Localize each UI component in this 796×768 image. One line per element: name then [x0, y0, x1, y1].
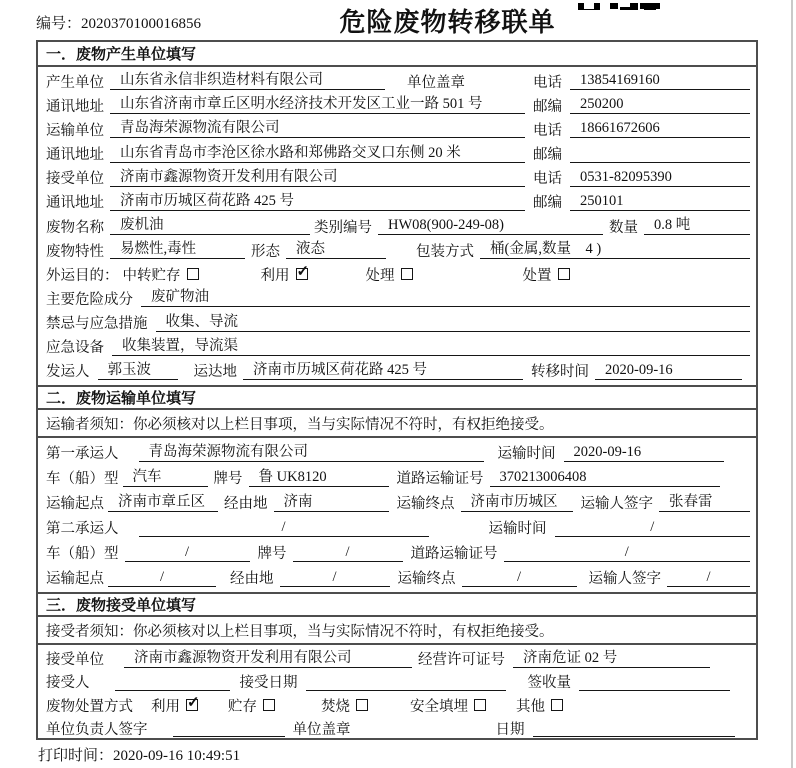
section-1-rows: [38, 67, 756, 385]
disposal-burn-label: 焚烧: [321, 698, 350, 715]
disposal-utilize-checkbox[interactable]: [186, 699, 198, 711]
waste-name-row: [38, 214, 756, 238]
first-route-via-value-underline: [274, 494, 389, 512]
destination-value: 济南市历城区荷花路 425 号: [253, 361, 427, 378]
purpose-dispose-checkbox[interactable]: [558, 268, 570, 280]
destination-value-underline: [243, 362, 523, 380]
disposal-method-row: [38, 694, 756, 717]
receive-person-row: [38, 670, 756, 693]
consignor-row: [38, 359, 756, 383]
first-route-row: [38, 490, 756, 515]
first-carrier-row: [38, 440, 756, 465]
second-transport-date-value-underline: [555, 519, 751, 537]
second-vehicle-row: [38, 540, 756, 565]
second-transporter-signature-value: /: [706, 568, 711, 585]
second-carrier-value: /: [281, 518, 286, 535]
first-road-permit-value-underline: [490, 469, 721, 487]
second-route-row: [38, 565, 756, 590]
receive-unit-row-label-0: 接受单位: [46, 652, 104, 669]
receiver-phone-value-underline: [570, 169, 750, 187]
purpose-treat-label: 处理: [365, 267, 395, 284]
second-vehicle-type-value: /: [184, 543, 190, 560]
second-road-permit-value: /: [624, 543, 629, 560]
page-edge-line: [791, 0, 793, 768]
second-route-row-label-0: 运输起点: [46, 571, 104, 587]
transporter-notice: 运输者须知：你必须核对以上栏目事项，当与实际情况不符时，有权拒绝接受。: [38, 410, 756, 438]
second-vehicle-row-label-4: 道路运输证号: [410, 546, 498, 562]
receive-unit-row: [38, 647, 756, 670]
first-route-via-value: 济南: [283, 493, 313, 510]
waste-category-code-value-underline: [378, 217, 603, 235]
first-route-row-label-0: 运输起点: [46, 496, 104, 512]
receiver-unit-seal-label: 单位盖章: [292, 721, 351, 738]
second-carrier-value-underline: [139, 519, 429, 537]
receiver-phone-value: 0531-82095390: [580, 168, 672, 185]
transport-address-value: 山东省青岛市李沧区徐水路和郑佛路交叉口东侧 20 米: [120, 144, 461, 161]
section-2-rows: [38, 438, 756, 592]
receive-unit-row-label-2: 经营许可证号: [418, 652, 505, 669]
transfer-date-value: 2020-09-16: [605, 361, 673, 378]
emergency-equipment-value-underline: [112, 338, 750, 356]
producer-phone-value: 13854169160: [580, 72, 660, 89]
license-number-value-underline: [513, 650, 710, 668]
waste-name-value: 废机油: [120, 217, 164, 234]
second-route-origin-value-underline: [108, 569, 216, 587]
disposal-utilize-label: 利用: [151, 698, 180, 715]
second-plate-number-value: /: [345, 543, 350, 560]
producer-phone-value-underline: [570, 72, 750, 90]
receive-person-row-label-0: 接受人: [46, 675, 90, 692]
waste-category-code-value: HW08(900-249-08): [388, 217, 504, 234]
transport-unit-value: 青岛海荣源物流有限公司: [120, 120, 280, 137]
second-route-origin-value: /: [159, 568, 165, 585]
disposal-other-checkbox[interactable]: [551, 699, 563, 711]
receiver-unit-row-label-0: 接受单位: [46, 171, 104, 188]
disposal-landfill-checkbox[interactable]: [474, 699, 486, 711]
disposal-store-label: 贮存: [228, 698, 257, 715]
waste-quantity-value: 0.8 吨: [654, 217, 691, 234]
transfer-purpose-row-label-0: 外运目的：: [46, 267, 119, 284]
second-vehicle-type-value-underline: [125, 544, 250, 562]
purpose-transfer-storage-label: 中转贮存: [122, 267, 181, 284]
producer-address-row: [38, 93, 756, 117]
first-vehicle-type-value: 汽车: [132, 468, 162, 485]
consignor-value: 郭玉波: [107, 361, 151, 378]
receive-unit-value-underline: [124, 650, 412, 668]
disposal-method-row-label-0: 废物处置方式: [46, 698, 133, 715]
unit-seal-label: 单位盖章: [407, 74, 465, 91]
waste-property-row-label-0: 废物特性: [46, 243, 104, 260]
disposal-store-checkbox[interactable]: [263, 699, 275, 711]
page-title: 危险废物转移联单: [339, 8, 556, 37]
producer-unit-row: [38, 69, 756, 93]
manifest-form: [36, 40, 758, 740]
purpose-dispose-label: 处置: [522, 267, 552, 284]
waste-name-row-label-4: 数量: [609, 219, 638, 236]
producer-unit-row-label-0: 产生单位: [46, 74, 104, 91]
receive-person-row-label-2: 接受日期: [239, 675, 298, 692]
packing-method-value-underline: [480, 241, 750, 259]
first-route-row-label-2: 经由地: [224, 496, 268, 512]
producer-address-value-underline: [110, 96, 525, 114]
waste-name-row-label-0: 废物名称: [46, 219, 104, 236]
responsible-signature-value-underline: [173, 719, 285, 737]
first-vehicle-type-value-underline: [123, 469, 208, 487]
waste-form-value-underline: [286, 241, 386, 259]
first-plate-number-value: 鲁 UK8120: [258, 468, 327, 485]
received-quantity-value-underline: [579, 673, 730, 691]
producer-unit-value: 山东省永信非织造材料有限公司: [120, 72, 323, 89]
transport-unit-value-underline: [110, 120, 525, 138]
transport-phone-value-underline: [570, 120, 750, 138]
waste-form-value: 液态: [296, 241, 325, 258]
receiver-address-value: 济南市历城区荷花路 425 号: [120, 192, 294, 209]
waste-property-row-label-2: 形态: [251, 243, 280, 260]
section-2-header: 二．废物运输单位填写: [38, 385, 756, 410]
second-route-row-label-4: 运输终点: [397, 571, 456, 587]
first-route-origin-value: 济南市章丘区: [118, 493, 205, 510]
first-vehicle-row-label-0: 车（船）型: [46, 471, 119, 487]
receiver-address-row-label-0: 通讯地址: [46, 195, 104, 212]
producer-address-value: 山东省济南市章丘区明水经济技术开发区工业一路 501 号: [120, 96, 483, 113]
receiver-unit-value: 济南市鑫源物资开发利用有限公司: [120, 168, 338, 185]
first-road-permit-value: 370213006408: [499, 468, 587, 485]
qr-code-fragment-icon: [578, 0, 662, 10]
transport-address-row-label-2: 邮编: [533, 147, 562, 164]
first-route-origin-value-underline: [108, 494, 218, 512]
consignor-row-label-2: 运达地: [193, 364, 237, 381]
waste-property-row: [38, 238, 756, 262]
waste-name-row-label-2: 类别编号: [314, 219, 372, 236]
serial-number: 编号：2020370100016856: [36, 16, 202, 32]
receiver-postcode-value-underline: [570, 193, 750, 211]
second-route-row-label-2: 经由地: [230, 571, 274, 587]
transport-unit-row: [38, 117, 756, 141]
receive-person-row-label-4: 签收量: [527, 675, 571, 692]
producer-postcode-value-underline: [570, 96, 750, 114]
transport-unit-row-label-0: 运输单位: [46, 122, 104, 139]
taboo-measures-row-label-0: 禁忌与应急措施: [46, 316, 148, 333]
waste-quantity-value-underline: [644, 217, 750, 235]
disposal-other-label: 其他: [516, 698, 545, 715]
emergency-equipment-value: 收集装置，导流渠: [122, 337, 238, 354]
first-transport-date-value-underline: [564, 444, 724, 462]
license-number-value: 济南危证 02 号: [523, 649, 618, 666]
receiver-notice: 接受者须知：你必须核对以上栏目事项，当与实际情况不符时，有权拒绝接受。: [38, 617, 756, 645]
second-route-row-label-6: 运输人签字: [588, 571, 661, 587]
second-transport-date-value: /: [650, 518, 655, 535]
transport-postcode-value-underline: [570, 145, 750, 163]
section-1-header: 一．废物产生单位填写: [38, 42, 756, 67]
receive-sign-date-value-underline: [533, 719, 736, 737]
first-route-row-label-6: 运输人签字: [580, 496, 653, 512]
producer-unit-value-underline: [110, 72, 385, 90]
second-vehicle-row-label-2: 牌号: [257, 546, 287, 562]
receiver-address-value-underline: [110, 193, 525, 211]
receiver-address-row-label-2: 邮编: [533, 195, 562, 212]
transport-address-row: [38, 141, 756, 165]
waste-property-value-underline: [110, 241, 245, 259]
producer-address-row-label-0: 通讯地址: [46, 98, 104, 115]
transport-phone-value: 18661672606: [580, 120, 660, 137]
purpose-treat-checkbox[interactable]: [401, 268, 413, 280]
first-vehicle-row: [38, 465, 756, 490]
transport-unit-row-label-2: 电话: [533, 122, 562, 139]
first-carrier-value-underline: [139, 444, 484, 462]
waste-property-value: 易燃性,毒性: [120, 241, 197, 258]
waste-name-value-underline: [110, 217, 310, 235]
print-time: 打印时间：2020-09-16 10:49:51: [38, 748, 241, 764]
receive-person-value-underline: [115, 673, 230, 691]
producer-postcode-value: 250200: [580, 96, 624, 113]
receiver-unit-row-label-2: 电话: [533, 171, 562, 188]
emergency-equipment-row-label-0: 应急设备: [46, 340, 104, 357]
taboo-measures-value-underline: [156, 314, 751, 332]
consignor-row-label-0: 发运人: [46, 364, 90, 381]
first-vehicle-row-label-4: 道路运输证号: [396, 471, 484, 487]
first-route-end-value: 济南市历城区: [470, 493, 558, 510]
receiver-postcode-value: 250101: [580, 192, 624, 209]
purpose-utilize-label: 利用: [260, 267, 290, 284]
responsible-sign-row-label-4: 日期: [495, 721, 525, 738]
receiver-unit-value-underline: [110, 169, 525, 187]
transfer-purpose-row: [38, 262, 756, 286]
consignor-row-label-4: 转移时间: [531, 364, 589, 381]
first-vehicle-row-label-2: 牌号: [213, 471, 243, 487]
main-hazard-value-underline: [141, 289, 750, 307]
transport-address-row-label-0: 通讯地址: [46, 147, 104, 164]
producer-address-row-label-2: 邮编: [533, 98, 562, 115]
main-hazard-row-label-0: 主要危险成分: [46, 291, 133, 308]
taboo-measures-value: 收集、导流: [165, 313, 238, 330]
transport-address-value-underline: [110, 145, 525, 163]
purpose-transfer-storage-checkbox[interactable]: [187, 268, 199, 280]
section-3-header: 三．废物接受单位填写: [38, 592, 756, 617]
main-hazard-row: [38, 286, 756, 310]
second-route-end-value-underline: [462, 569, 577, 587]
first-transporter-signature-value: 张春雷: [669, 493, 713, 510]
second-transporter-signature-value-underline: [667, 569, 750, 587]
receive-unit-value: 济南市鑫源物资开发利用有限公司: [134, 649, 352, 666]
producer-unit-row-label-4: 电话: [533, 74, 562, 91]
second-road-permit-value-underline: [504, 544, 751, 562]
first-carrier-row-label-0: 第一承运人: [46, 446, 119, 462]
packing-method-value: 桶(金属,数量 4 ): [490, 241, 602, 258]
disposal-burn-checkbox[interactable]: [356, 699, 368, 711]
first-route-end-value-underline: [461, 494, 573, 512]
responsible-sign-row-label-0: 单位负责人签字: [46, 721, 148, 738]
section-3-rows: [38, 645, 756, 742]
first-plate-number-value-underline: [249, 469, 389, 487]
second-route-via-value: /: [332, 568, 337, 585]
second-plate-number-value-underline: [293, 544, 403, 562]
responsible-sign-row: [38, 717, 756, 740]
consignor-value-underline: [98, 362, 178, 380]
disposal-landfill-label: 安全填埋: [410, 698, 468, 715]
second-route-end-value: /: [516, 568, 522, 585]
receiver-address-row: [38, 190, 756, 214]
receive-date-value-underline: [306, 673, 506, 691]
first-transport-date-value: 2020-09-16: [573, 443, 642, 460]
purpose-utilize-checkbox[interactable]: [296, 268, 308, 280]
first-transporter-signature-value-underline: [659, 494, 750, 512]
emergency-equipment-row: [38, 335, 756, 359]
first-carrier-row-label-2: 运输时间: [497, 446, 556, 462]
taboo-measures-row: [38, 311, 756, 335]
first-route-row-label-4: 运输终点: [396, 496, 455, 512]
second-carrier-row-label-0: 第二承运人: [46, 521, 119, 537]
second-carrier-row-label-2: 运输时间: [488, 521, 547, 537]
waste-property-row-label-4: 包装方式: [416, 243, 474, 260]
main-hazard-value: 废矿物油: [151, 289, 209, 306]
second-route-via-value-underline: [280, 569, 390, 587]
receiver-unit-row: [38, 166, 756, 190]
second-vehicle-row-label-0: 车（船）型: [46, 546, 119, 562]
first-carrier-value: 青岛海荣源物流有限公司: [148, 443, 308, 460]
second-carrier-row: [38, 515, 756, 540]
transfer-date-value-underline: [595, 362, 742, 380]
